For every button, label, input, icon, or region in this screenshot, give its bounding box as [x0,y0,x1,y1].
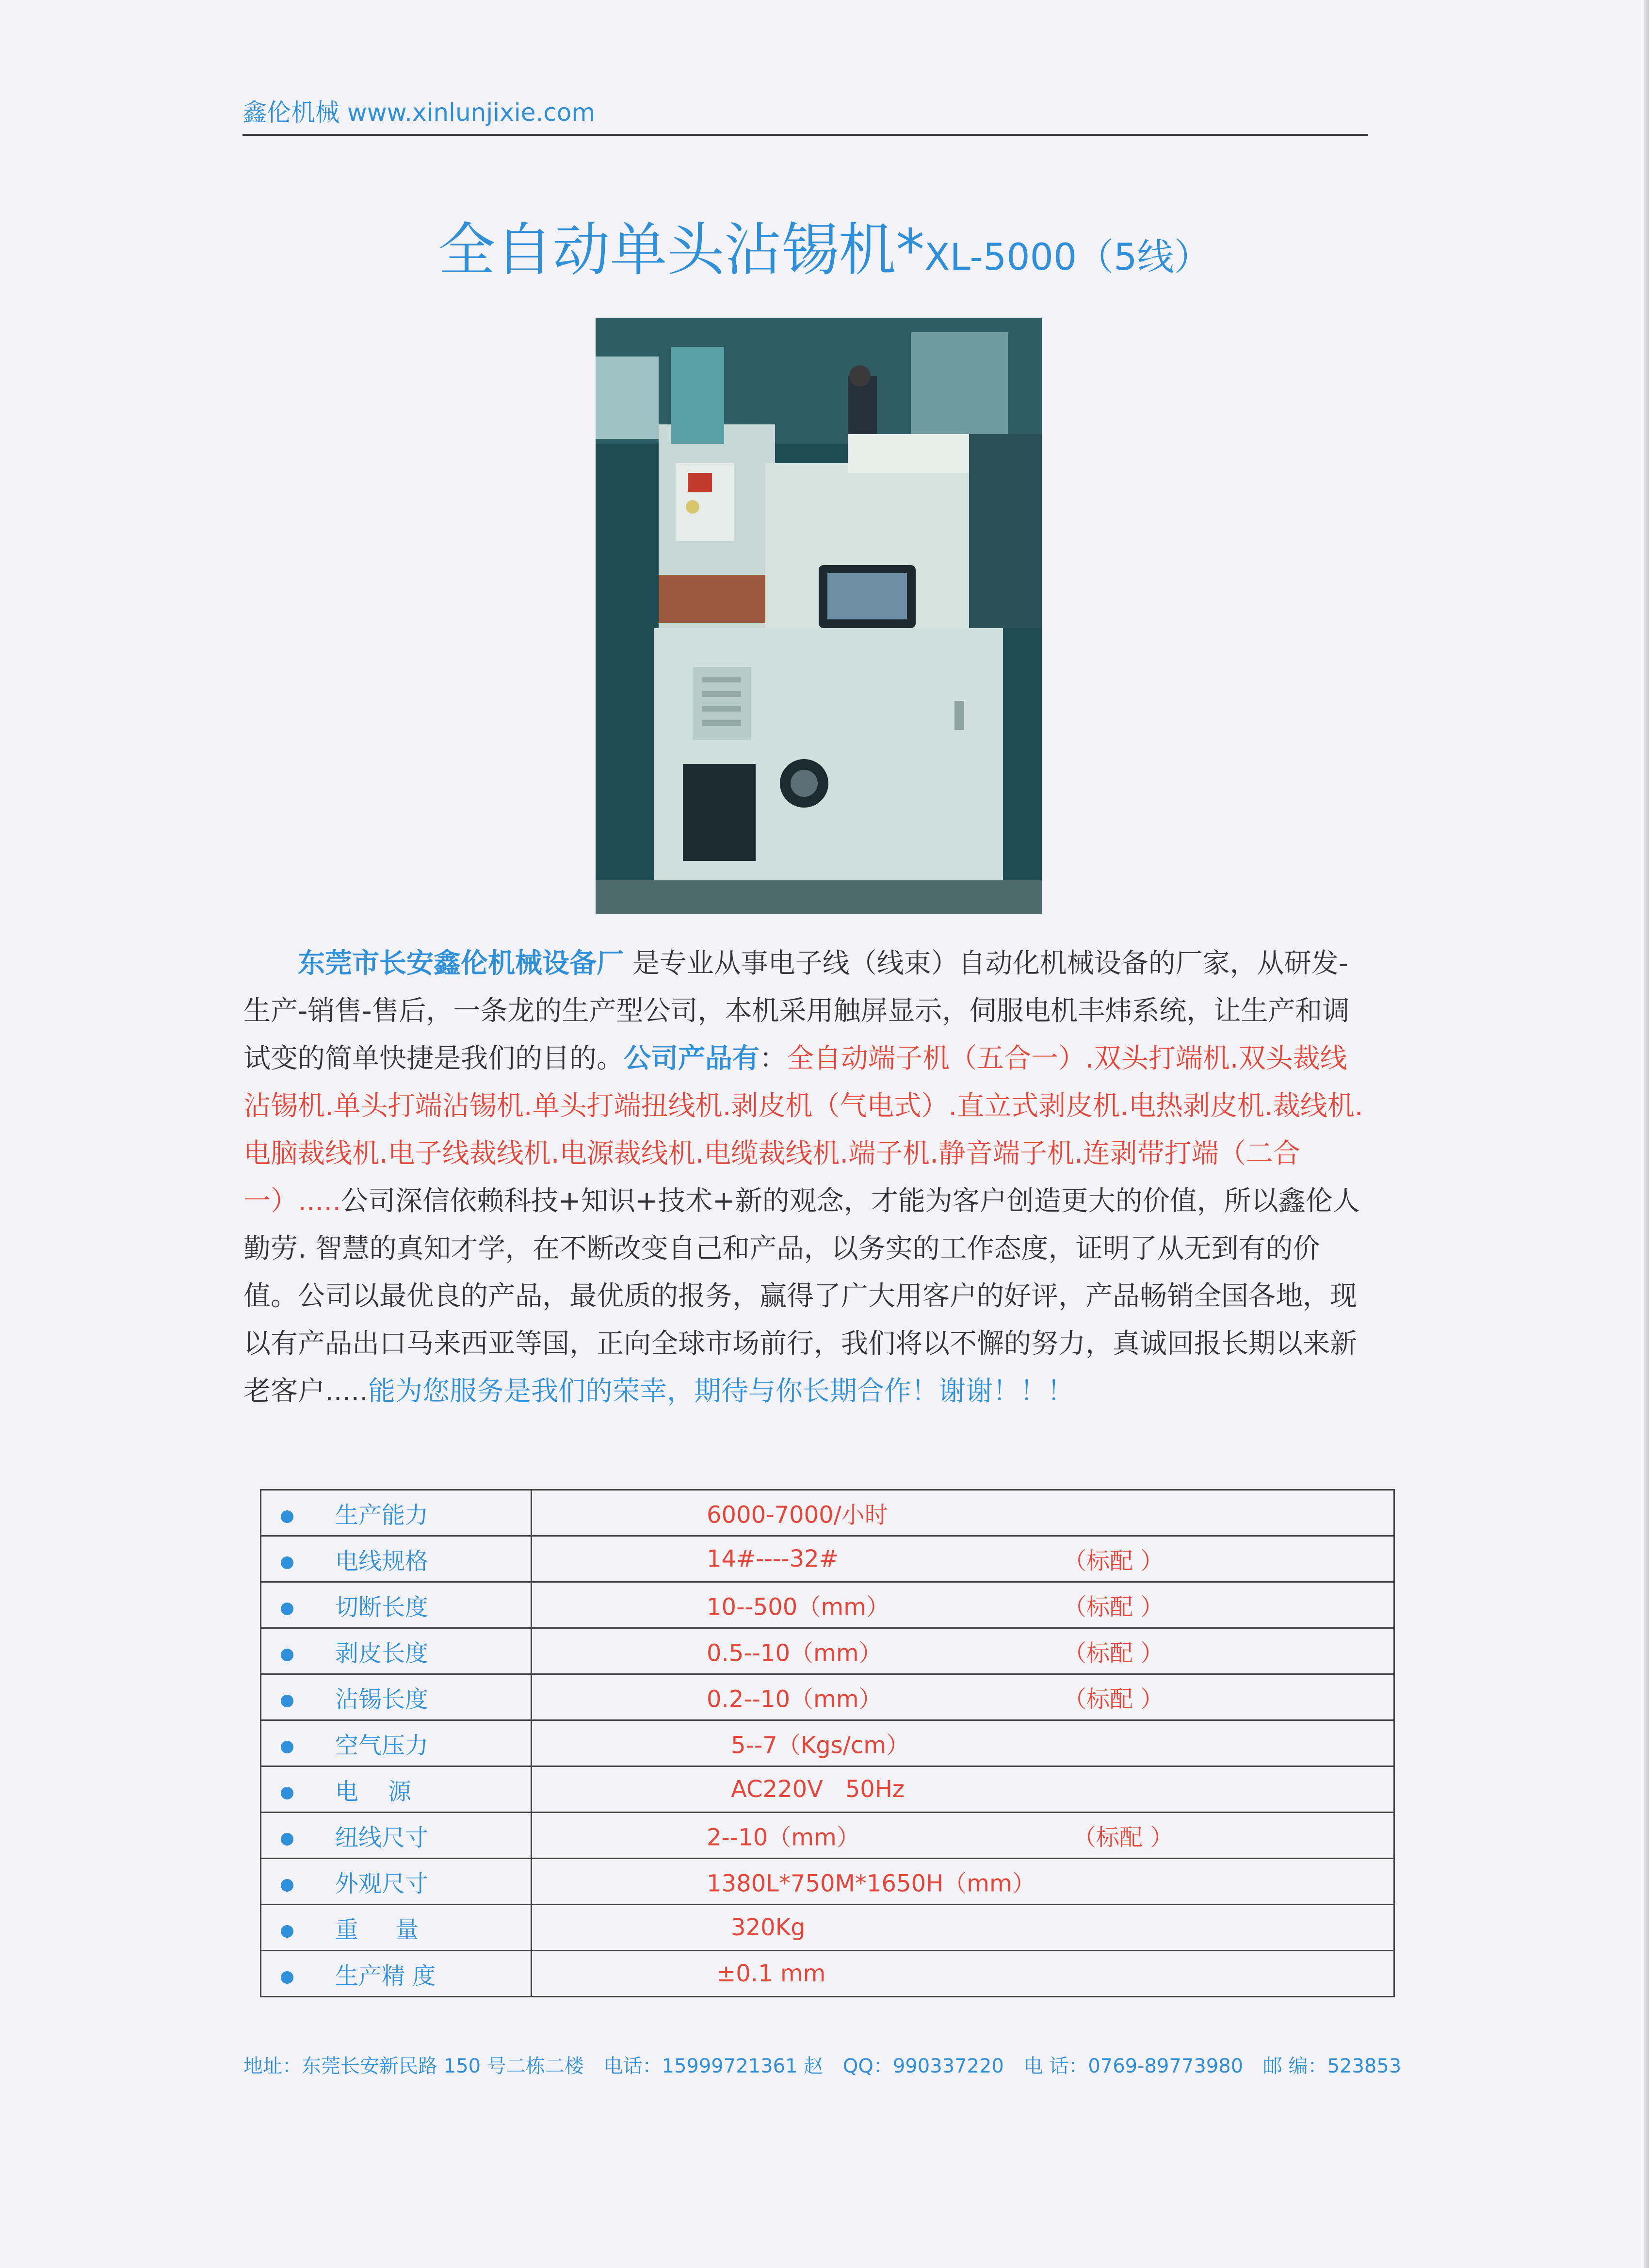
title-main: 全自动单头沾锡机* [438,216,925,283]
product-list: 全自动端子机（五合一）.双头打端机.双头裁线沾锡机.单头打端沾锡机.单头打端扭线机.剥皮机（气电式）.直立式剥皮机.电热剥皮机.裁线机.电脑裁线机.电子线裁线机.电源裁线机.电缆裁线机.端子机.静音端子机.连剥带打端（二合一）..... [243,1043,1363,1217]
spec-name-cell [261,1766,532,1813]
spec-name: 生产能力 [335,1501,429,1529]
spec-name-cell [261,1905,532,1951]
company-intro [243,940,1369,1415]
spec-row [261,1720,1394,1766]
title-model: XL-5000（5线） [924,235,1211,278]
spec-value-cell [532,1628,1394,1674]
spec-value: ±0.1 mm [716,1960,826,1987]
spec-row [261,1766,1394,1813]
bullet-icon [281,1925,293,1938]
spec-value-cell [532,1490,1394,1536]
spec-value-cell [532,1766,1394,1813]
spec-note: （标配 ） [1063,1593,1164,1621]
footer-address: 地址：东莞长安新民路 150 号二栋二楼 [243,2055,584,2077]
spec-value-cell [532,1720,1394,1766]
spec-value: AC220V 50Hz [731,1776,905,1803]
spec-name: 纽线尺寸 [335,1824,429,1851]
spec-name: 空气压力 [335,1732,429,1759]
spec-name-cell [261,1859,532,1905]
bullet-icon [281,1603,293,1615]
spec-name-cell [261,1674,532,1720]
spec-note: （标配 ） [1063,1685,1164,1713]
spec-value-cell [532,1813,1394,1859]
products-label: 公司产品有 [624,1043,760,1074]
spec-value: 5--7（Kgs/cm） [731,1732,909,1759]
spec-value: 0.5--10（mm） [707,1639,882,1667]
company-name: 东莞市长安鑫伦机械设备厂 [298,948,624,979]
spec-name: 外观尺寸 [335,1870,429,1897]
bullet-icon [281,1741,293,1753]
header-divider [242,134,1368,136]
spec-value: 320Kg [731,1914,806,1941]
spec-name-cell [261,1813,532,1859]
bullet-icon [281,1556,293,1569]
bullet-icon [281,1879,293,1892]
spec-value-cell [532,1905,1394,1951]
spec-name: 重 量 [335,1916,419,1944]
bullet-icon [281,1833,293,1846]
spec-note: （标配 ） [1063,1639,1164,1667]
closing-text: 能为您服务是我们的荣幸，期待与你长期合作！谢谢！！！ [368,1376,1075,1407]
spec-row [261,1905,1394,1951]
footer-qq: QQ：990337220 [842,2055,1004,2077]
spec-row [261,1674,1394,1720]
spec-name-cell [261,1490,532,1536]
spec-name-cell [261,1951,532,1997]
intro-text-1: 是专业从事电子线（线束）自动化机械设备的厂家，从研发-生产-销售-售后，一条龙的生产型公司，本机采用触屏显示，伺服电机丰炜系统，让生产和调试变的简单快捷是我们的目的。 [243,948,1350,1074]
footer-contact [243,2051,1415,2078]
spec-name: 切断长度 [335,1593,429,1621]
spec-name: 剥皮长度 [335,1639,429,1667]
spec-name-cell [261,1536,532,1582]
footer-tel: 电 话：0769-89773980 [1023,2055,1244,2077]
spec-row [261,1490,1394,1536]
products-colon: ： [760,1043,787,1074]
spec-value: 0.2--10（mm） [707,1685,882,1713]
bullet-icon [281,1695,293,1707]
spec-name-cell [261,1582,532,1628]
spec-row [261,1859,1394,1905]
spec-value: 10--500（mm） [707,1593,889,1621]
spec-value: 1380L*750M*1650H（mm） [707,1870,1035,1897]
footer-zip: 邮 编：523853 [1262,2055,1402,2077]
spec-value-cell [532,1951,1394,1997]
machine-illustration [596,318,1042,914]
spec-row [261,1951,1394,1997]
spec-name: 电线规格 [335,1547,429,1575]
spec-value: 14#----32# [707,1545,839,1572]
spec-row [261,1582,1394,1628]
spec-row [261,1536,1394,1582]
spec-value-cell [532,1536,1394,1582]
spec-note: （标配 ） [1073,1824,1174,1851]
spec-name-cell [261,1720,532,1766]
spec-value-cell [532,1674,1394,1720]
bullet-icon [281,1649,293,1661]
bullet-icon [281,1510,293,1523]
spec-table [260,1489,1395,1997]
footer-phone: 电话：15999721361 赵 [603,2055,824,2077]
spec-name: 沾锡长度 [335,1685,429,1713]
spec-row [261,1813,1394,1859]
page-edge-shadow [1644,0,1649,2268]
spec-value-cell [532,1582,1394,1628]
machine-photo [596,318,1042,914]
spec-name: 电 源 [335,1778,412,1805]
spec-value-cell [532,1859,1394,1905]
spec-name-cell [261,1628,532,1674]
spec-name: 生产精 度 [335,1962,436,1990]
spec-row [261,1628,1394,1674]
spec-value: 6000-7000/小时 [707,1501,888,1529]
bullet-icon [281,1971,293,1984]
spec-note: （标配 ） [1063,1547,1164,1575]
page-title [0,204,1649,286]
intro-text-2: 公司深信依赖科技+知识+技术+新的观念，才能为客户创造更大的价值，所以鑫伦人勤劳. 智慧的真知才学，在不断改变自己和产品，以务实的工作态度，证明了从无到有的价值。公司以最优良的产品，最优质的报务，赢得了广大用客户的好评，产品畅销全国各地，现以有产品出口马来西亚等国，正向全球市场前行，我们将以不懈的努力，真诚回报长期以来新老客户..... [243,1185,1360,1407]
bullet-icon [281,1787,293,1799]
header-brand: 鑫伦机械 www.xinlunjixie.com [242,98,596,127]
spec-value: 2--10（mm） [707,1824,860,1851]
